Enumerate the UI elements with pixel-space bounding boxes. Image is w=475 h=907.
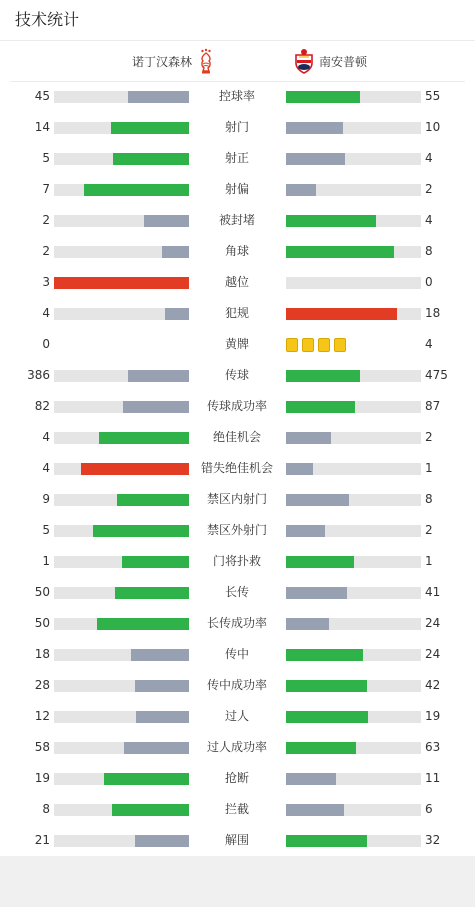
away-bar-fill <box>286 773 336 785</box>
home-stat-value: 2 <box>42 213 50 227</box>
stat-label: 射偏 <box>224 182 249 196</box>
stat-label: 长传成功率 <box>206 616 267 630</box>
away-bar-fill <box>286 215 376 227</box>
home-bar-fill <box>123 401 189 413</box>
away-bar-track <box>286 835 421 847</box>
teams-header <box>10 41 465 82</box>
stat-row <box>0 546 475 577</box>
home-bar-fill <box>84 184 189 196</box>
away-stat-value: 4 <box>425 337 433 351</box>
home-bar-track <box>54 525 189 537</box>
away-bar-track <box>286 742 421 754</box>
away-bar-fill <box>286 494 349 506</box>
home-stat-value: 0 <box>42 337 50 351</box>
nottingham-forest-crest-icon <box>199 48 213 74</box>
away-bar-track <box>286 618 421 630</box>
away-team-name: 南安普顿 <box>319 54 368 69</box>
home-stat-value: 386 <box>27 368 50 382</box>
home-bar-track <box>54 308 189 320</box>
stat-label: 射正 <box>224 151 249 165</box>
stat-row <box>0 422 475 453</box>
home-stat-value: 58 <box>34 740 50 754</box>
away-bar-fill <box>286 680 367 692</box>
away-stat-value: 2 <box>425 430 433 444</box>
home-stat-value: 50 <box>34 616 50 630</box>
stat-label: 禁区内射门 <box>206 492 267 506</box>
away-stat-value: 11 <box>425 771 441 785</box>
away-bar-track <box>286 122 421 134</box>
away-bar-track <box>286 153 421 165</box>
away-stat-value: 8 <box>425 492 433 506</box>
home-bar-fill <box>112 804 189 816</box>
home-bar-track <box>54 711 189 723</box>
home-bar-fill <box>144 215 189 227</box>
home-bar-track <box>54 649 189 661</box>
away-bar-track <box>286 277 421 289</box>
stat-row <box>0 763 475 794</box>
away-bar-fill <box>286 711 368 723</box>
home-stat-value: 7 <box>42 182 50 196</box>
stat-label: 错失绝佳机会 <box>200 461 273 475</box>
home-stat-value: 21 <box>34 833 50 847</box>
away-bar-fill <box>286 835 367 847</box>
home-bar-track <box>54 804 189 816</box>
away-bar-track <box>286 401 421 413</box>
home-bar-track <box>54 91 189 103</box>
stat-row <box>0 81 475 112</box>
away-stat-value: 24 <box>425 616 441 630</box>
stat-label: 传球 <box>224 368 249 382</box>
home-bar-fill <box>128 370 189 382</box>
away-bar-track <box>286 432 421 444</box>
yellow-card-icon <box>302 338 314 352</box>
stat-label: 被封堵 <box>218 213 255 227</box>
yellow-cards <box>286 338 350 352</box>
home-bar-fill <box>115 587 189 599</box>
away-stat-value: 0 <box>425 275 433 289</box>
away-bar-fill <box>286 370 360 382</box>
away-bar-fill <box>286 432 331 444</box>
stat-label: 黄牌 <box>224 337 249 351</box>
stat-label: 传中成功率 <box>206 678 267 692</box>
stat-label: 门将扑救 <box>212 554 261 568</box>
away-bar-track <box>286 525 421 537</box>
stat-row <box>0 639 475 670</box>
away-bar-track <box>286 494 421 506</box>
home-bar-track <box>54 463 189 475</box>
home-bar-track <box>54 122 189 134</box>
away-bar-fill <box>286 184 316 196</box>
away-team <box>293 41 367 81</box>
stat-row <box>0 608 475 639</box>
home-bar-fill <box>135 835 189 847</box>
away-stat-value: 19 <box>425 709 441 723</box>
home-bar-track <box>54 587 189 599</box>
stat-label: 绝佳机会 <box>212 430 261 444</box>
stat-label: 抢断 <box>224 771 249 785</box>
away-bar-fill <box>286 556 354 568</box>
stat-row <box>0 298 475 329</box>
stat-label: 禁区外射门 <box>206 523 267 537</box>
home-bar-track <box>54 556 189 568</box>
home-bar-fill <box>165 308 189 320</box>
stat-label: 控球率 <box>218 89 255 103</box>
stat-label: 传中 <box>224 647 249 661</box>
away-bar-track <box>286 370 421 382</box>
stat-row <box>0 143 475 174</box>
away-bar-fill <box>286 618 329 630</box>
home-bar-fill <box>99 432 189 444</box>
stat-row <box>0 794 475 825</box>
stats-list <box>0 81 475 856</box>
home-bar-track <box>54 184 189 196</box>
home-bar-fill <box>128 91 189 103</box>
stat-label: 长传 <box>224 585 249 599</box>
home-stat-value: 4 <box>42 306 50 320</box>
home-bar-track <box>54 432 189 444</box>
stat-label: 过人成功率 <box>206 740 267 754</box>
home-stat-value: 3 <box>42 275 50 289</box>
away-stat-value: 1 <box>425 461 433 475</box>
stat-label: 传球成功率 <box>206 399 267 413</box>
away-bar-fill <box>286 401 355 413</box>
away-stat-value: 4 <box>425 151 433 165</box>
stat-label: 射门 <box>224 120 249 134</box>
home-team-name: 诺丁汉森林 <box>131 54 192 69</box>
home-stat-value: 4 <box>42 430 50 444</box>
home-stat-value: 18 <box>34 647 50 661</box>
away-bar-track <box>286 308 421 320</box>
home-bar-fill <box>104 773 189 785</box>
away-stat-value: 4 <box>425 213 433 227</box>
stat-row <box>0 701 475 732</box>
stat-label: 拦截 <box>224 802 249 816</box>
home-bar-fill <box>131 649 189 661</box>
home-bar-track <box>54 153 189 165</box>
stat-row <box>0 670 475 701</box>
away-bar-fill <box>286 742 356 754</box>
away-bar-fill <box>286 122 343 134</box>
away-stat-value: 10 <box>425 120 441 134</box>
yellow-card-icon <box>286 338 298 352</box>
stat-row <box>0 453 475 484</box>
home-team <box>132 41 213 81</box>
southampton-crest-icon <box>293 48 315 74</box>
away-bar-track <box>286 463 421 475</box>
home-bar-track <box>54 246 189 258</box>
home-bar-track <box>54 401 189 413</box>
home-stat-value: 45 <box>34 89 50 103</box>
home-bar-track <box>54 835 189 847</box>
stat-row <box>0 360 475 391</box>
away-stat-value: 475 <box>425 368 448 382</box>
home-bar-track <box>54 370 189 382</box>
stat-label: 过人 <box>224 709 249 723</box>
stat-row <box>0 577 475 608</box>
stat-row <box>0 732 475 763</box>
away-bar-fill <box>286 804 344 816</box>
home-bar-fill <box>162 246 189 258</box>
stat-row <box>0 515 475 546</box>
away-bar-track <box>286 773 421 785</box>
away-bar-track <box>286 246 421 258</box>
away-bar-fill <box>286 246 394 258</box>
home-bar-track <box>54 742 189 754</box>
stat-row <box>0 484 475 515</box>
stat-row <box>0 236 475 267</box>
away-stat-value: 24 <box>425 647 441 661</box>
home-bar-fill <box>113 153 189 165</box>
away-stat-value: 63 <box>425 740 441 754</box>
home-stat-value: 50 <box>34 585 50 599</box>
stat-row <box>0 174 475 205</box>
stat-label: 犯规 <box>224 306 249 320</box>
home-stat-value: 9 <box>42 492 50 506</box>
stat-row <box>0 267 475 298</box>
away-stat-value: 32 <box>425 833 441 847</box>
stat-label: 越位 <box>224 275 249 289</box>
home-bar-track <box>54 215 189 227</box>
away-bar-track <box>286 587 421 599</box>
home-stat-value: 28 <box>34 678 50 692</box>
away-bar-fill <box>286 649 363 661</box>
away-stat-value: 2 <box>425 182 433 196</box>
home-stat-value: 1 <box>42 554 50 568</box>
away-bar-fill <box>286 308 397 320</box>
away-bar-fill <box>286 525 325 537</box>
home-stat-value: 82 <box>34 399 50 413</box>
away-bar-fill <box>286 153 345 165</box>
stat-row <box>0 205 475 236</box>
home-stat-value: 8 <box>42 802 50 816</box>
away-bar-track <box>286 91 421 103</box>
home-stat-value: 5 <box>42 523 50 537</box>
home-bar-fill <box>122 556 190 568</box>
home-stat-value: 2 <box>42 244 50 258</box>
home-stat-value: 19 <box>34 771 50 785</box>
away-bar-track <box>286 649 421 661</box>
page-title: 技术统计 <box>0 0 475 41</box>
home-bar-track <box>54 773 189 785</box>
away-stat-value: 6 <box>425 802 433 816</box>
home-bar-fill <box>93 525 189 537</box>
away-stat-value: 8 <box>425 244 433 258</box>
away-bar-track <box>286 804 421 816</box>
away-bar-track <box>286 711 421 723</box>
away-stat-value: 42 <box>425 678 441 692</box>
home-bar-fill <box>81 463 189 475</box>
home-bar-track <box>54 618 189 630</box>
away-bar-fill <box>286 91 360 103</box>
stat-label: 角球 <box>224 244 249 258</box>
away-bar-track <box>286 184 421 196</box>
home-stat-value: 14 <box>34 120 50 134</box>
away-bar-track <box>286 556 421 568</box>
home-bar-fill <box>111 122 189 134</box>
stat-row <box>0 391 475 422</box>
home-bar-track <box>54 494 189 506</box>
stat-label: 解围 <box>224 833 249 847</box>
home-stat-value: 4 <box>42 461 50 475</box>
away-stat-value: 18 <box>425 306 441 320</box>
home-bar-fill <box>117 494 189 506</box>
away-stat-value: 87 <box>425 399 441 413</box>
home-stat-value: 5 <box>42 151 50 165</box>
stat-row <box>0 329 475 360</box>
away-stat-value: 55 <box>425 89 441 103</box>
yellow-card-icon <box>318 338 330 352</box>
home-bar-fill <box>124 742 189 754</box>
home-bar-fill <box>135 680 189 692</box>
away-stat-value: 2 <box>425 523 433 537</box>
home-bar-track <box>54 277 189 289</box>
away-stat-value: 41 <box>425 585 441 599</box>
home-bar-fill <box>136 711 189 723</box>
home-bar-track <box>54 680 189 692</box>
stat-row <box>0 825 475 856</box>
away-bar-fill <box>286 587 347 599</box>
yellow-card-icon <box>334 338 346 352</box>
home-bar-fill <box>54 277 189 289</box>
away-stat-value: 1 <box>425 554 433 568</box>
away-bar-track <box>286 680 421 692</box>
home-stat-value: 12 <box>34 709 50 723</box>
away-bar-track <box>286 215 421 227</box>
home-bar-fill <box>97 618 189 630</box>
stat-row <box>0 112 475 143</box>
away-bar-fill <box>286 463 313 475</box>
